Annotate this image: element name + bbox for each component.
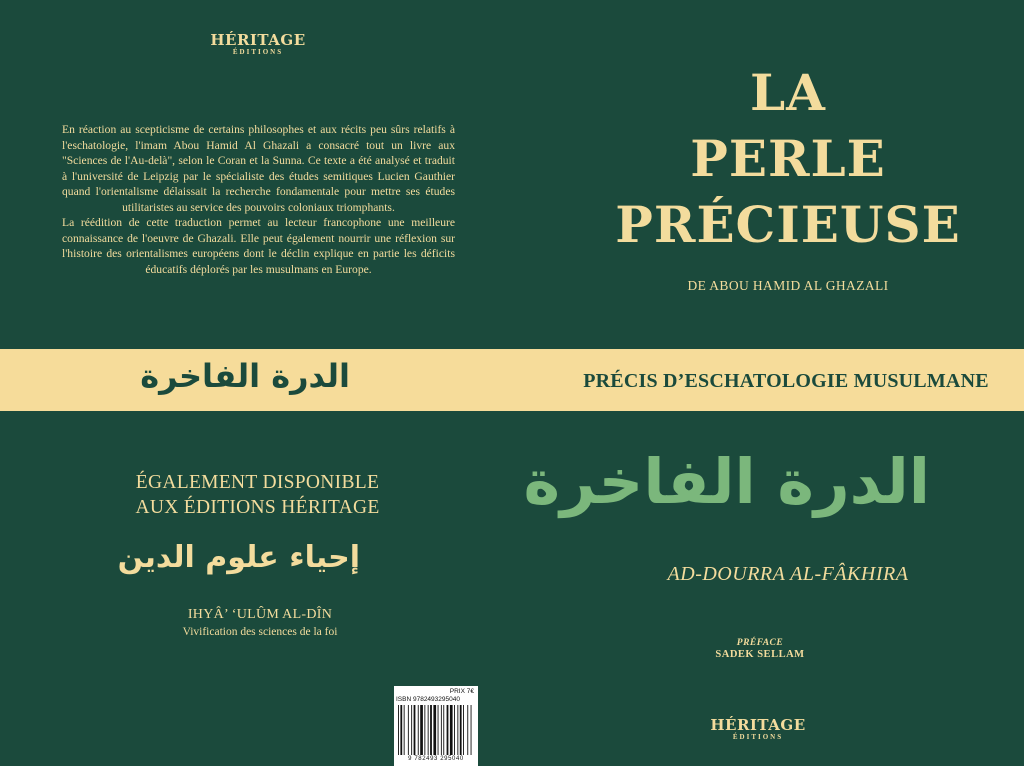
- barcode-bar: [433, 705, 436, 755]
- also-available-heading: [85, 470, 430, 520]
- publisher-name: HÉRITAGE: [710, 716, 806, 734]
- publisher-subtitle: ÉDITIONS: [232, 48, 284, 56]
- barcode-bar: [408, 705, 409, 755]
- blurb-paragraph: En réaction au scepticisme de certains philosophes et aux récits peu sûrs relatifs à l'eschatologie, l'imam Abou Hamid Al Ghazali a consacré tout un livre aux "Sciences de l'Au-delà", selon le Coran et la Sunna. Ce texte a été analysé et traduit à l'université de Leipzig par le spécialiste des études semitiques Lucien Gauthier quand l'orientalisme délaissait la recherche fondamentale pour mettre ses études utilitaristes au service des pouvoirs coloniaux triomphants.: [62, 123, 455, 214]
- featured-book-title: IHYÂ’ ‘ULÛM AL-DÎN: [187, 607, 333, 622]
- barcode-bar: [438, 705, 439, 755]
- featured-book-arabic-title: إحياء علوم الدين: [117, 540, 360, 575]
- also-available-line: ÉGALEMENT DISPONIBLE: [135, 472, 380, 493]
- barcode-bar: [420, 705, 423, 755]
- barcode-bar: [428, 705, 429, 755]
- arabic-calligraphy-title: الدرة الفاخرة: [523, 445, 930, 518]
- transliterated-title: AD-DOURRA AL-FÂKHIRA: [667, 563, 909, 585]
- barcode-bar: [400, 705, 402, 755]
- barcode-bar: [414, 705, 416, 755]
- barcode-bar: [463, 705, 464, 755]
- barcode-bar: [450, 705, 453, 755]
- price-label: PRIX 7€: [449, 688, 474, 695]
- title-line: PERLE: [690, 129, 886, 188]
- title-line: PRÉCIEUSE: [615, 195, 961, 254]
- featured-book-subtitle: Vivification des sciences de la foi: [182, 626, 338, 638]
- publisher-name: HÉRITAGE: [210, 31, 306, 49]
- publisher-subtitle: ÉDITIONS: [732, 733, 784, 741]
- barcode-bar: [411, 705, 412, 755]
- isbn-label: ISBN 9782493295040: [396, 696, 460, 703]
- barcode-bar: [424, 705, 425, 755]
- barcode-bar: [467, 705, 468, 755]
- barcode-bar: [443, 705, 444, 755]
- barcode-bar: [457, 705, 458, 755]
- barcode-bar: [454, 705, 455, 755]
- barcode-digits: 9 782493 295040: [408, 756, 464, 762]
- band-subtitle: PRÉCIS D’ESCHATOLOGIE MUSULMANE: [583, 370, 989, 392]
- preface-author: SADEK SELLAM: [715, 649, 805, 660]
- publisher-logo-front: [700, 717, 816, 741]
- barcode-bar: [471, 705, 472, 755]
- barcode-bar: [441, 705, 442, 755]
- book-title: [560, 60, 1016, 258]
- back-cover-blurb: [62, 122, 455, 277]
- book-author: DE ABOU HAMID AL GHAZALI: [687, 278, 889, 293]
- barcode-bar: [447, 705, 449, 755]
- barcode-bar: [430, 705, 432, 755]
- barcode-bar: [418, 705, 419, 755]
- barcode-bars: [394, 705, 478, 757]
- title-line: LA: [750, 63, 826, 122]
- barcode-bar: [398, 705, 399, 755]
- barcode-bar: [404, 705, 405, 755]
- barcode-bar: [460, 705, 462, 755]
- blurb-paragraph: La réédition de cette traduction permet au lecteur francophone une meilleure connaissance de l'oeuvre de Ghazali. Elle peut également nourrir une réflexion sur l'histoire des orientalismes européens dont le déclin explique en partie les déficits éducatifs déplorés par les musulmans en Europe.: [62, 216, 455, 276]
- barcode-label: [394, 686, 478, 766]
- preface-label: PRÉFACE: [736, 638, 784, 648]
- band-arabic-title: الدرة الفاخرة: [140, 357, 350, 395]
- publisher-logo-back: [200, 32, 316, 56]
- also-available-line: AUX ÉDITIONS HÉRITAGE: [135, 497, 380, 518]
